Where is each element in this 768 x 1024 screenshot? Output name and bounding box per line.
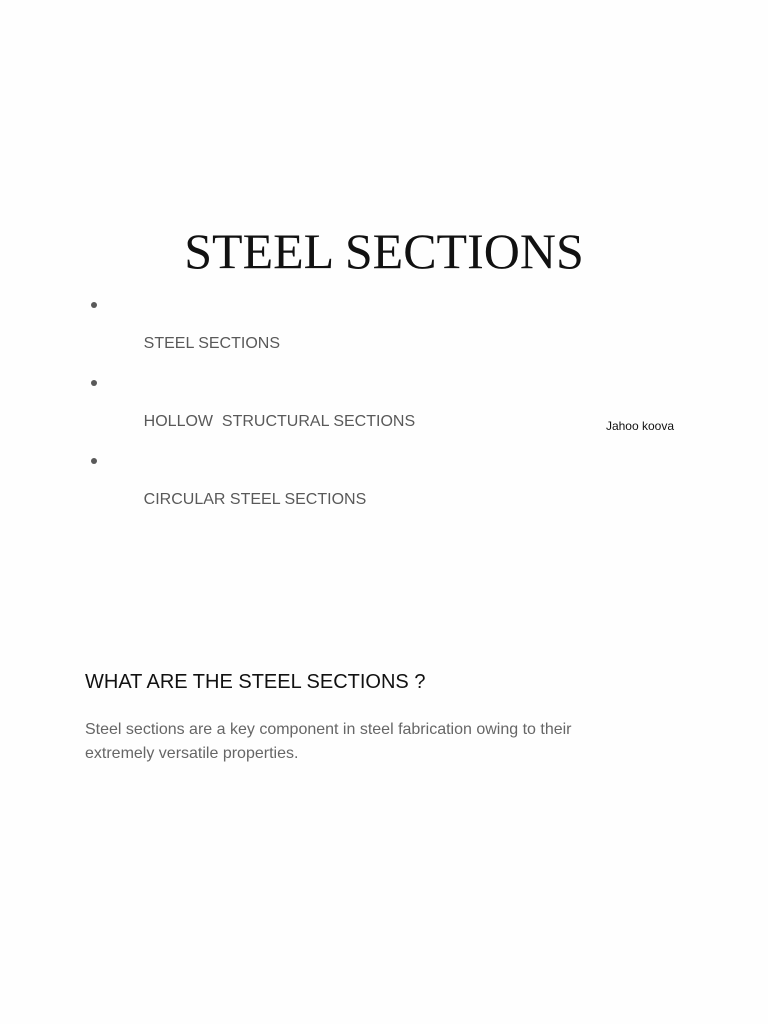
author-name: Jahoo koova — [605, 419, 674, 433]
list-item-label: CIRCULAR STEEL SECTIONS — [143, 491, 367, 508]
list-item-label: HOLLOW STRUCTURAL SECTIONS — [143, 413, 416, 430]
bullet-icon — [91, 458, 97, 464]
section-paragraph: Steel sections are a key component in steel fabrication owing to their extremely versatile properties. — [85, 721, 572, 762]
list-item-label: STEEL SECTIONS — [143, 335, 280, 352]
bullet-icon — [91, 302, 97, 308]
list-item — [87, 451, 415, 529]
page-title: STEEL SECTIONS — [184, 223, 584, 279]
bullet-icon — [91, 380, 97, 386]
bullet-list — [87, 295, 415, 529]
list-item — [87, 295, 415, 373]
section-heading: WHAT ARE THE STEEL SECTIONS ? — [85, 671, 426, 693]
list-item — [87, 373, 415, 451]
